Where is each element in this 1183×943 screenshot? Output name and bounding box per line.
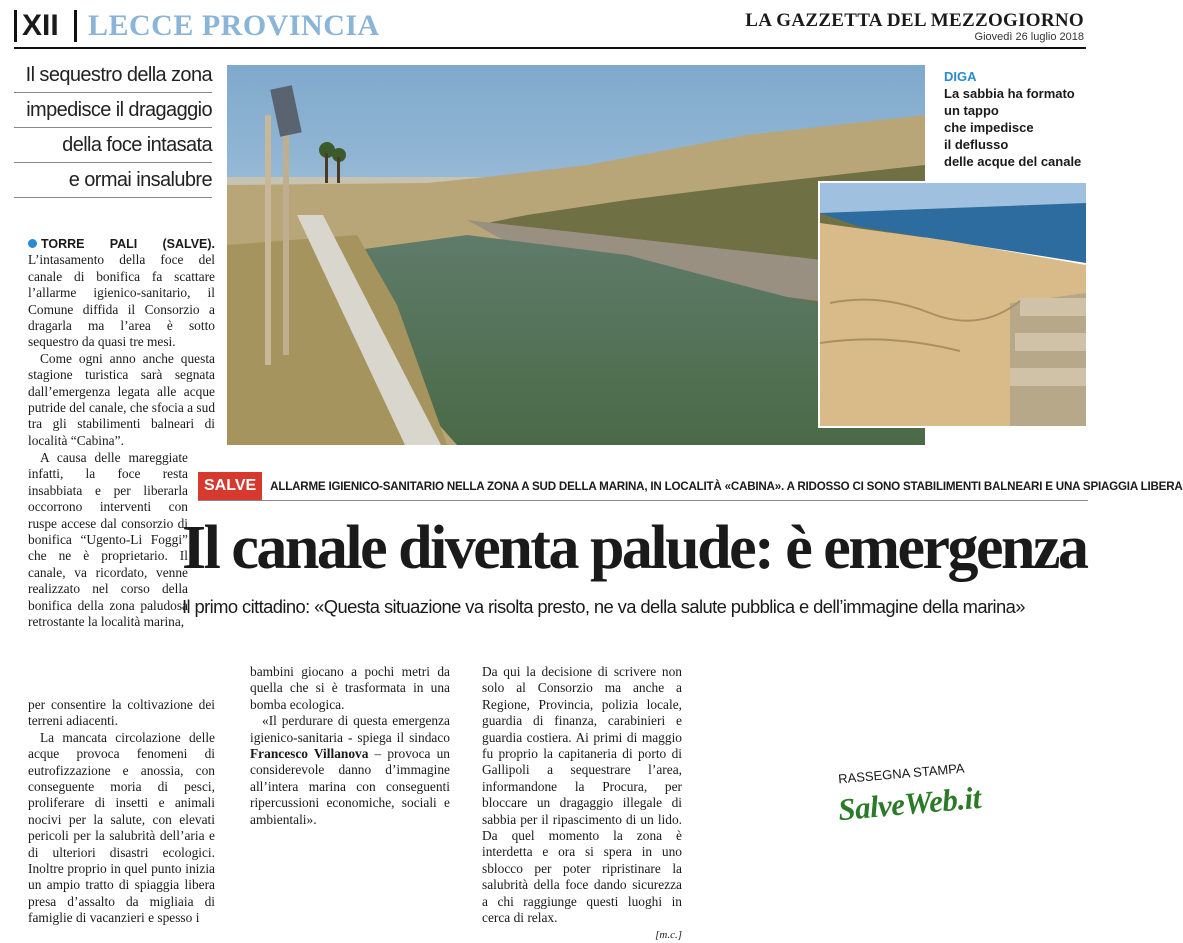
paragraph: per consentire la coltivazione dei terreni adiacenti. — [28, 697, 215, 729]
press-review-label: RASSEGNA STAMPA — [837, 760, 966, 787]
beach-inset-photo — [818, 181, 1088, 428]
deck-line: e ormai insalubre — [14, 163, 212, 198]
deck-line: impedisce il dragaggio — [14, 93, 212, 128]
subheadline: Il primo cittadino: «Questa situazione va risolta presto, ne va della salute pubblica e dell’immagine della marina» — [182, 596, 1025, 617]
paragraph: Da qui la decisione di scrivere non solo al Consorzio ma anche a Regione, Provincia, polizia locale, guardia di finanza, carabinieri e guardia costiera. Ai primi di maggio fu proprio la capitaneria di porto di Gallipoli a sequestrare l’area, informandone la Procura, per bloccare un dragaggio illegale di sabbia per il ripascimento di un lido. Da quel momento la zona è interdetta e ora si spera in uno sblocco per poter ripristinare la salubrità della foce dando sicurezza a chi raggiunge questi luoghi in cerca di relax. — [482, 664, 682, 926]
kicker-text: ALLARME IGIENICO-SANITARIO NELLA ZONA A SUD DELLA MARINA, IN LOCALITÀ «CABINA». A RIDOSSO CI SONO STABILIMENTI BALNEARI E UNA SPIAGGIA LIBERA — [270, 479, 1183, 493]
photo-caption — [944, 68, 1094, 170]
header-divider — [14, 10, 17, 42]
newspaper-name: LA GAZZETTA DEL MEZZOGIORNO — [745, 10, 1084, 31]
issue-date: Giovedì 26 luglio 2018 — [974, 31, 1084, 43]
section-title: LECCE PROVINCIA — [88, 9, 380, 42]
salveweb-logo: SalveWeb.it — [836, 779, 983, 828]
article-column-1-narrow — [28, 450, 188, 630]
paragraph: – provoca un considerevole danno d’immagine all’intera marina con conseguenti ripercussioni economiche, sociali e ambientali». — [250, 746, 450, 827]
article-column-3 — [482, 664, 682, 943]
paragraph: bambini giocano a pochi metri da quella che si è trasformata in una bomba ecologica. — [250, 664, 450, 712]
deck-line: della foce intasata — [14, 128, 212, 163]
caption-line: il deflusso — [944, 137, 1009, 152]
deck-line: Il sequestro della zona — [14, 58, 212, 93]
headline: Il canale diventa palude: è emergenza — [182, 514, 1087, 582]
page-number: XII — [22, 9, 59, 42]
caption-line: delle acque del canale — [944, 154, 1082, 169]
author-signature: [m.c.] — [655, 928, 682, 941]
caption-line: che impedisce — [944, 120, 1034, 135]
bullet-dot-icon — [28, 239, 37, 248]
caption-tag: DIGA — [944, 69, 977, 84]
article-column-1 — [28, 236, 215, 449]
location-tag: SALVE — [198, 472, 262, 500]
dateline: TORRE PALI (SALVE). — [41, 237, 215, 251]
kicker-rule — [198, 500, 1088, 501]
paragraph: L’intasamento della foce del canale di bonifica fa scattare l’allarme igienico-sanitario, il Comune diffida il Consorzio a dragarla ma l’area è sotto sequestro da quasi tre mesi. — [28, 252, 215, 350]
header-rule — [14, 47, 1086, 49]
paragraph: Come ogni anno anche questa stagione turistica sarà segnata dall’emergenza legata alle acque putride del canale, che sfocia a sud tra gli stabilimenti balneari di località “Cabina”. — [28, 350, 216, 448]
article-column-1-bottom — [28, 697, 215, 927]
article-column-2 — [250, 664, 450, 828]
paragraph: La mancata circolazione delle acque provoca fenomeni di eutrofizzazione e anossia, con conseguente moria di pesci, proliferare di insetti e animali nocivi per la salute, con elevati pericoli per la salubrità dell’aria e di ulteriori disastri ecologici. Inoltre proprio in quel punto inizia un ampio tratto di spiaggia libera presa d’assalto da migliaia di famiglie di vacanzieri e spesso i — [28, 729, 215, 926]
kicker — [198, 471, 1183, 501]
mayor-name: Francesco Villanova — [250, 746, 369, 762]
paragraph: A causa delle mareggiate infatti, la foce resta insabbiata e per liberarla occorrono interventi con ruspe accese dal consorzio di bonifica “Ugento-Li Foggi” che ne è proprietario. Il canale, va ricordato, venne realizzato nel corso della bonifica della zona paludosa retrostante la località marina, — [28, 450, 188, 630]
caption-line: un tappo — [944, 103, 999, 118]
header-divider — [74, 10, 77, 42]
caption-line: La sabbia ha formato — [944, 86, 1075, 101]
deck — [14, 58, 212, 198]
paragraph: «Il perdurare di questa emergenza igienico-sanitaria - spiega il sindaco — [250, 713, 450, 745]
